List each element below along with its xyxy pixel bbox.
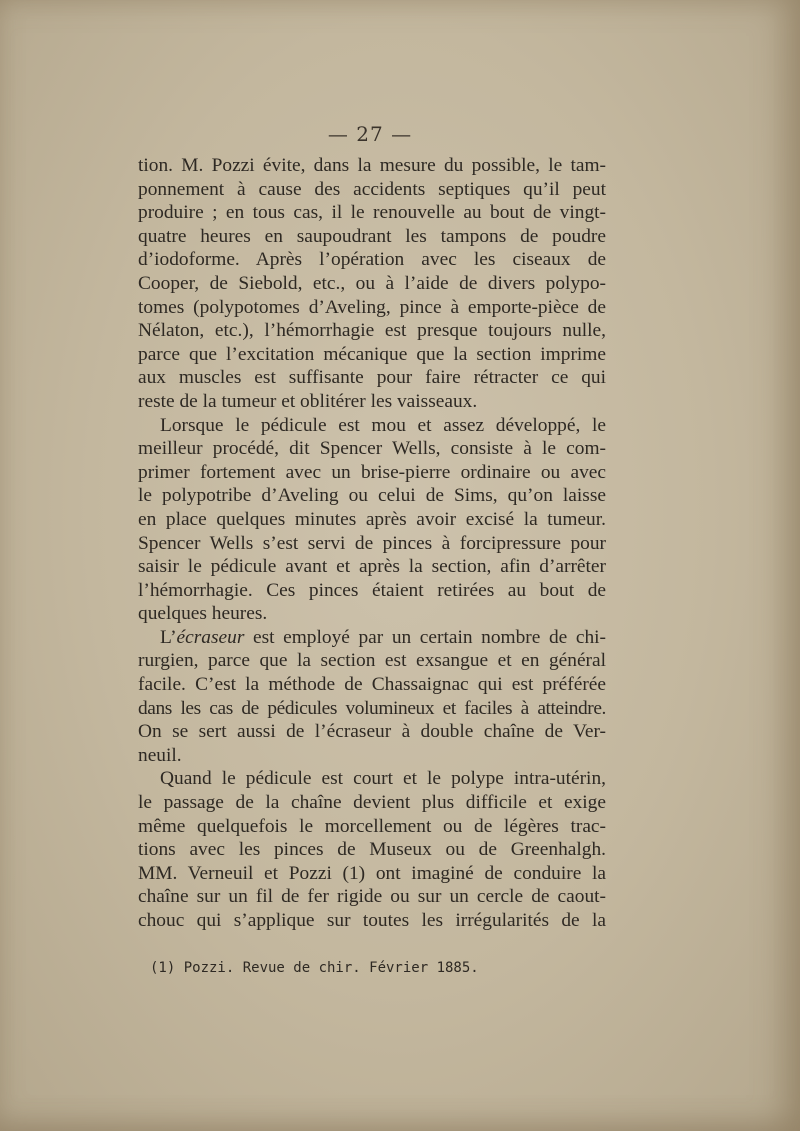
text-line: aux muscles est suffisante pour faire rétracter ce qui (138, 367, 606, 389)
text-line: le polypotribe d’Aveling ou celui de Sims, qu’on laisse (138, 485, 606, 507)
text-line: facile. C’est la méthode de Chassaignac qui est préférée (138, 674, 606, 696)
italic-term: écraseur (176, 626, 245, 648)
text-line: quelques heures. (138, 603, 268, 625)
text-line: quatre heures en saupoudrant les tampons de poudre (138, 225, 606, 247)
footnote: (1) Pozzi. Revue de chir. Février 1885. (150, 960, 479, 976)
text-line: primer fortement avec un brise-pierre ordinaire ou avec (138, 461, 606, 483)
line-prefix: L’ (160, 626, 177, 648)
text-line: On se sert aussi de l’écraseur à double chaîne de Ver- (138, 721, 606, 743)
paragraph-start-line (138, 626, 606, 650)
text-line: Nélaton, etc.), l’hémorrhagie est presque toujours nulle, (138, 320, 606, 342)
text-line: Cooper, de Siebold, etc., ou à l’aide de divers polypo- (138, 272, 606, 294)
paragraph-start-line: Lorsque le pédicule est mou et assez développé, le (160, 414, 606, 436)
text-line: tions avec les pinces de Museux ou de Greenhalgh. (138, 839, 606, 861)
text-line: neuil. (138, 744, 182, 766)
line-rest: est employé par un certain nombre de chi- (244, 626, 606, 648)
text-line: chaîne sur un fil de fer rigide ou sur un cercle de caout- (138, 886, 606, 908)
text-line: dans les cas de pédicules volumineux et faciles à atteindre. (138, 697, 606, 719)
text-line: en place quelques minutes après avoir excisé la tumeur. (138, 508, 606, 530)
text-line: le passage de la chaîne devient plus difficile et exige (138, 792, 606, 814)
text-line: reste de la tumeur et oblitérer les vaisseaux. (138, 390, 478, 412)
text-line: meilleur procédé, dit Spencer Wells, consiste à le com- (138, 438, 606, 460)
body-text (138, 154, 606, 933)
text-line: parce que l’excitation mécanique que la section imprime (138, 343, 606, 365)
text-line: d’iodoforme. Après l’opération avec les ciseaux de (138, 249, 606, 271)
text-line: tomes (polypotomes d’Aveling, pince à emporte-pièce de (138, 296, 606, 318)
text-line: saisir le pédicule avant et après la section, afin d’arrêter (138, 556, 606, 578)
text-line: l’hémorrhagie. Ces pinces étaient retirées au bout de (138, 579, 606, 601)
text-line: chouc qui s’applique sur toutes les irrégularités de la (138, 910, 606, 931)
page-number: — 27 — (327, 122, 413, 146)
text-line: même quelquefois le morcellement ou de légères trac- (138, 815, 606, 837)
text-line: Spencer Wells s’est servi de pinces à forcipressure pour (138, 532, 606, 554)
paragraph-start-line: Quand le pédicule est court et le polype intra-utérin, (160, 768, 606, 790)
text-line: tion. M. Pozzi évite, dans la mesure du possible, le tam- (138, 155, 606, 176)
text-line: rurgien, parce que la section est exsangue et en général (138, 650, 606, 672)
text-line: MM. Verneuil et Pozzi (1) ont imaginé de conduire la (138, 862, 606, 884)
text-line: produire ; en tous cas, il le renouvelle au bout de vingt- (138, 202, 606, 224)
text-line: ponnement à cause des accidents septiques qu’il peut (138, 178, 606, 200)
